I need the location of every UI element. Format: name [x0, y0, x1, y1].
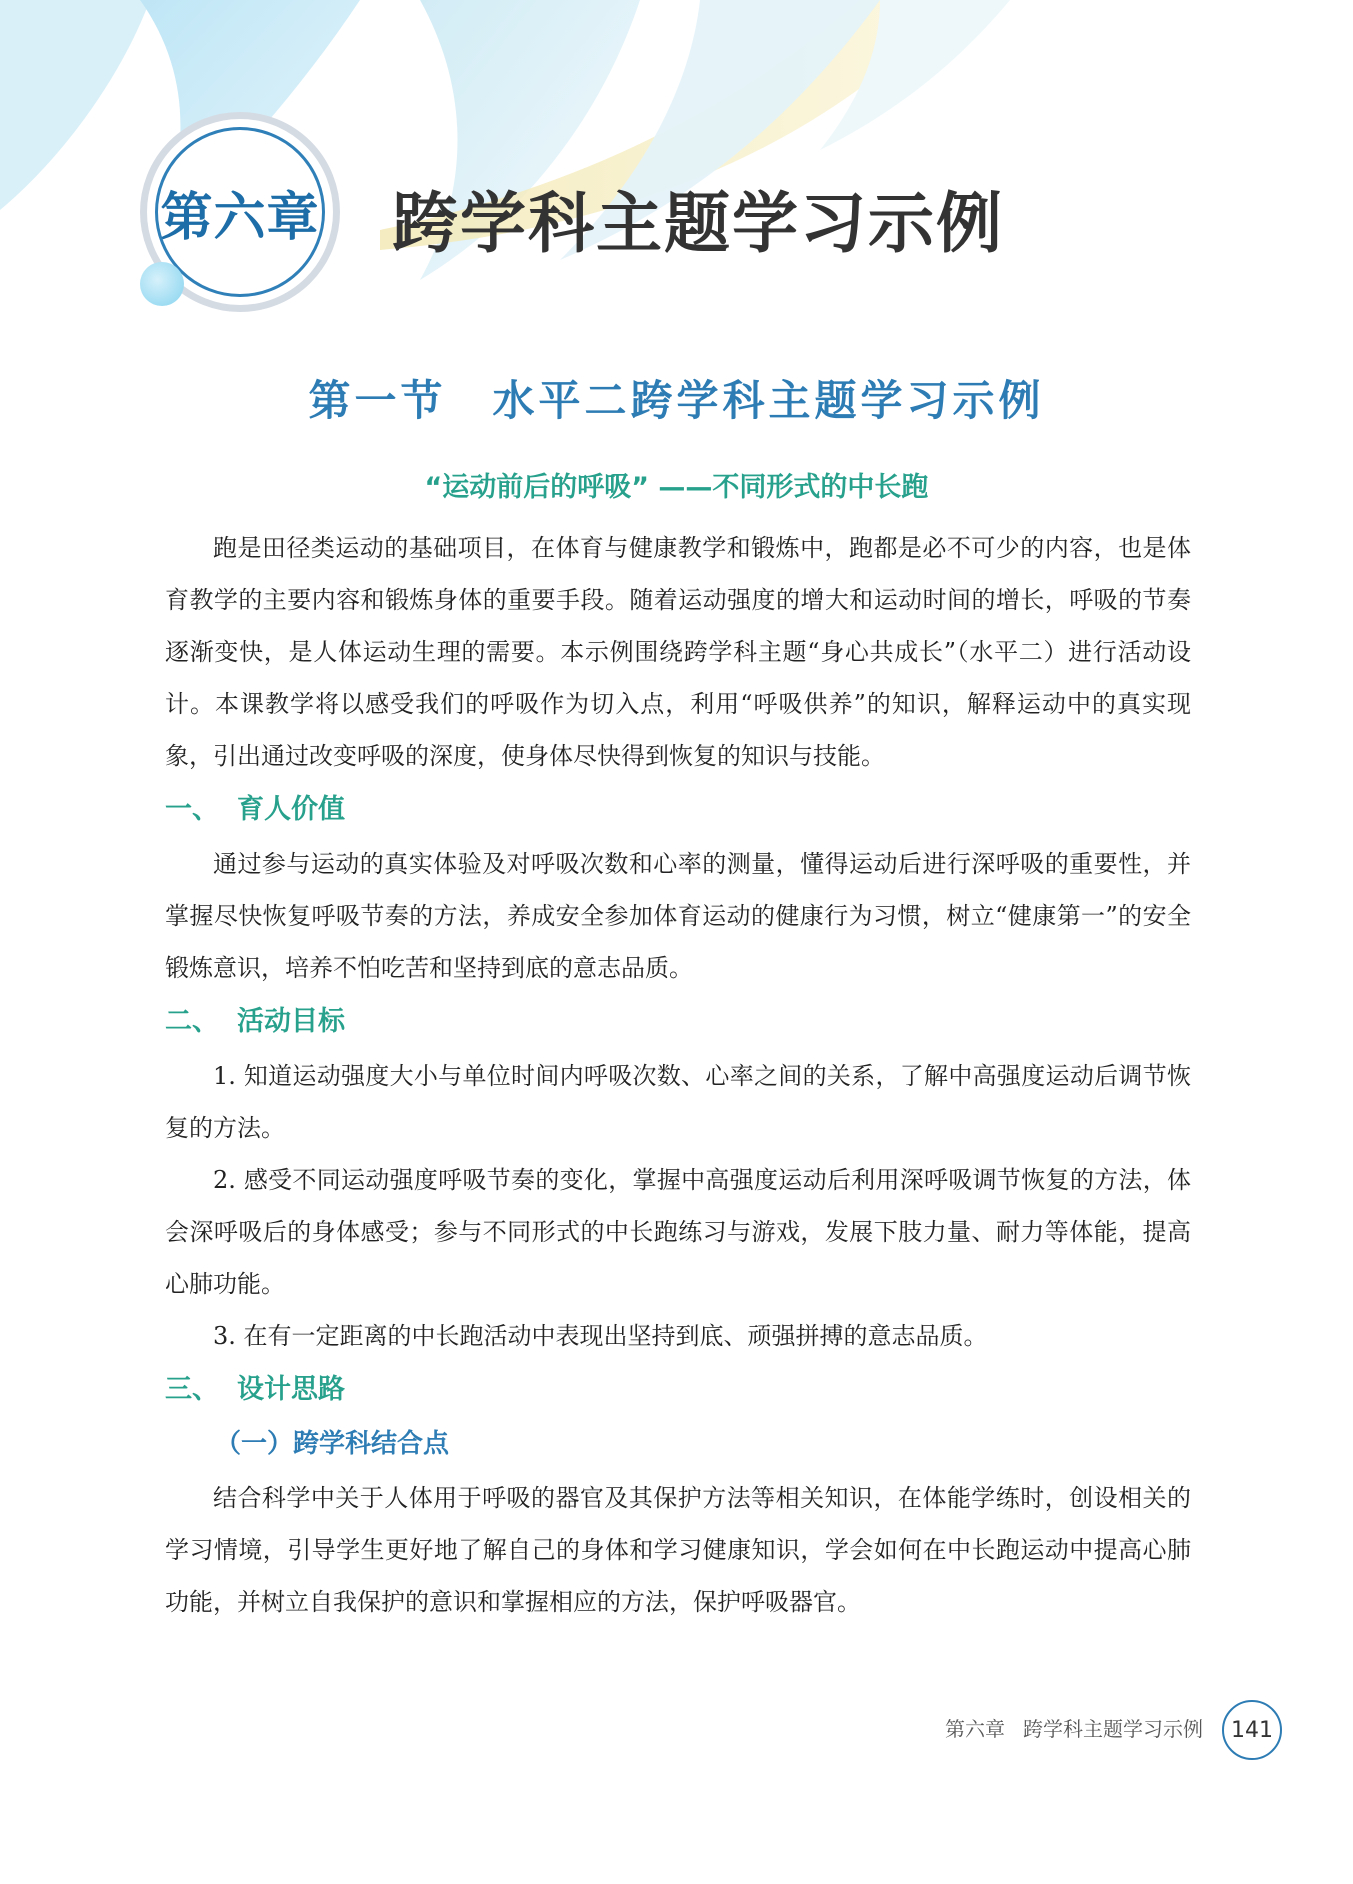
- heading-text: 活动目标: [237, 1006, 345, 1037]
- chapter-label: 第六章: [160, 187, 320, 248]
- section-title: 第一节 水平二跨学科主题学习示例: [308, 376, 1045, 425]
- goal-item-2: 2. 感受不同运动强度呼吸节奏的变化，掌握中高强度运动后利用深呼吸调节恢复的方法，体会深呼吸后的身体感受；参与不同形式的中长跑练习与游戏，发展下肢力量、耐力等体能，提高心肺功能。: [165, 1166, 1191, 1298]
- goal-item-3: 3. 在有一定距离的中长跑活动中表现出坚持到底、顽强拼搏的意志品质。: [213, 1322, 988, 1350]
- lesson-title: “运动前后的呼吸” ——不同形式的中长跑: [424, 472, 929, 503]
- footer-title: 跨学科主题学习示例: [1023, 1717, 1203, 1741]
- goal-item-1: 1. 知道运动强度大小与单位时间内呼吸次数、心率之间的关系，了解中高强度运动后调节恢复的方法。: [165, 1062, 1191, 1142]
- chapter-title: 跨学科主题学习示例: [392, 185, 1004, 262]
- decorative-dot: [140, 262, 184, 306]
- heading-number: 三、: [165, 1374, 219, 1405]
- heading-education-value: [165, 784, 1191, 836]
- heading-activity-goals: [165, 996, 1191, 1048]
- main-content: [165, 522, 1191, 1628]
- subheading-interdisciplinary-point: （一）跨学科结合点: [215, 1429, 450, 1459]
- education-value-paragraph: 通过参与运动的真实体验及对呼吸次数和心率的测量，懂得运动后进行深呼吸的重要性，并掌握尽快恢复呼吸节奏的方法，养成安全参加体育运动的健康行为习惯，树立“健康第一”的安全锻炼意识，培养不怕吃苦和坚持到底的意志品质。: [165, 850, 1191, 982]
- footer-running-head: [945, 1713, 1203, 1742]
- footer-chapter: 第六章: [945, 1717, 1005, 1741]
- page-number: 141: [1222, 1700, 1282, 1760]
- heading-text: 设计思路: [237, 1374, 345, 1405]
- heading-number: 一、: [165, 794, 219, 825]
- interdisciplinary-paragraph: 结合科学中关于人体用于呼吸的器官及其保护方法等相关知识，在体能学练时，创设相关的学习情境，引导学生更好地了解自己的身体和学习健康知识，学会如何在中长跑运动中提高心肺功能，并树立自我保护的意识和掌握相应的方法，保护呼吸器官。: [165, 1484, 1191, 1616]
- heading-number: 二、: [165, 1006, 219, 1037]
- heading-text: 育人价值: [237, 794, 345, 825]
- intro-paragraph: 跑是田径类运动的基础项目，在体育与健康教学和锻炼中，跑都是必不可少的内容，也是体育教学的主要内容和锻炼身体的重要手段。随着运动强度的增大和运动时间的增长，呼吸的节奏逐渐变快，是人体运动生理的需要。本示例围绕跨学科主题“身心共成长”（水平二）进行活动设计。本课教学将以感受我们的呼吸作为切入点，利用“呼吸供养”的知识，解释运动中的真实现象，引出通过改变呼吸的深度，使身体尽快得到恢复的知识与技能。: [165, 534, 1191, 770]
- heading-design-ideas: [165, 1364, 1191, 1416]
